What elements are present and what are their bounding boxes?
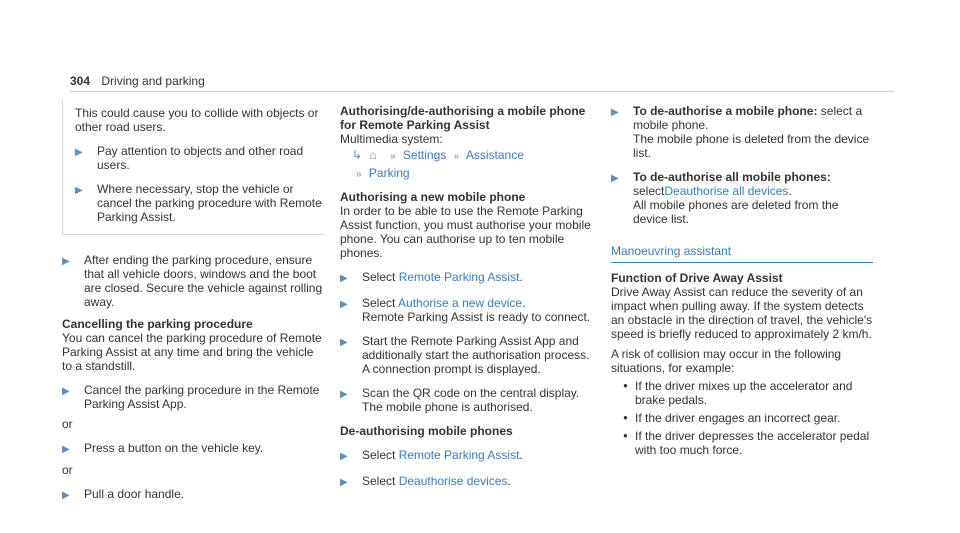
note-step (75, 182, 324, 224)
play-arrow-icon: ▶ (611, 173, 619, 184)
return-arrow-icon: ↳ (352, 148, 363, 162)
note-step-text: Where necessary, stop the vehicle or cancel the parking procedure with Remote Parking Assist. (97, 182, 322, 224)
double-chevron-icon: » (390, 151, 396, 162)
menu-link: Deauthorise devices (398, 474, 508, 488)
list-item: ● If the driver engages an incorrect gear. (625, 411, 873, 425)
play-arrow-icon: ▶ (75, 147, 83, 158)
function-heading: Function of Drive Away Assist (611, 271, 783, 285)
step-select-authorise: ▶ Select Authorise a new device. Remote Parking Assist is ready to connect. (340, 296, 591, 324)
risk-text: A risk of collision may occur in the following situations, for example: (611, 347, 842, 375)
cancel-text: You can cancel the parking procedure of Remote Parking Assist at any time and bring the vehicle to a standstill. (62, 331, 322, 373)
note-intro: This could cause you to collide with objects or other road users. (75, 106, 319, 134)
column-left (62, 100, 324, 503)
step-deauth-one: ▶ To de-authorise a mobile phone: select a mobile phone. The mobile phone is deleted from the device list. (611, 104, 870, 160)
system-label: Multimedia system: (340, 132, 443, 146)
play-arrow-icon: ▶ (340, 299, 348, 310)
menu-path (340, 148, 602, 164)
play-arrow-icon: ▶ (340, 389, 348, 400)
step-select-rpa: ▶ Select Remote Parking Assist. (340, 270, 523, 284)
path-parking: Parking (368, 166, 410, 180)
or-label: or (62, 463, 73, 477)
warning-note (62, 100, 324, 235)
list-item: ● If the driver mixes up the accelerator and brake pedals. (625, 379, 873, 407)
column-middle (340, 100, 602, 490)
section-name: Driving and parking (101, 74, 205, 88)
menu-path-cont (340, 166, 602, 182)
step-scan-qr: ▶ Scan the QR code on the central display. The mobile phone is authorised. (340, 386, 580, 414)
menu-link: Authorise a new device (398, 296, 523, 310)
path-assistance: Assistance (465, 148, 524, 162)
deauth-heading: De-authorising mobile phones (340, 424, 513, 438)
play-arrow-icon: ▶ (611, 107, 619, 118)
step-start-app: ▶ Start the Remote Parking Assist App and additionally start the authorisation process. A connection prompt is displayed. (340, 334, 590, 376)
play-arrow-icon: ▶ (62, 386, 70, 397)
section-heading: Authorising/de-authorising a mobile phone for Remote Parking Assist (340, 104, 586, 132)
play-arrow-icon: ▶ (340, 273, 348, 284)
step-cancel-app: ▶ Cancel the parking procedure in the Remote Parking Assist App. (62, 383, 320, 411)
note-step-text: Pay attention to objects and other road users. (97, 144, 304, 172)
or-label: or (62, 417, 73, 431)
risk-list (611, 379, 873, 457)
play-arrow-icon: ▶ (340, 477, 348, 488)
step-pull-handle: ▶ Pull a door handle. (62, 487, 185, 501)
path-settings: Settings (402, 148, 447, 162)
play-arrow-icon: ▶ (62, 256, 70, 267)
page-header (70, 74, 205, 88)
header-divider (70, 91, 894, 92)
play-arrow-icon: ▶ (62, 490, 70, 501)
step-deauth-all: ▶ To de-authorise all mobile phones: selectDeauthorise all devices. All mobile phones are deleted from the device list. (611, 170, 839, 226)
column-right (611, 100, 873, 457)
play-arrow-icon: ▶ (340, 451, 348, 462)
menu-link: Remote Parking Assist (398, 270, 520, 284)
step-select-rpa-2: ▶ Select Remote Parking Assist. (340, 448, 523, 462)
menu-link: Remote Parking Assist (398, 448, 520, 462)
section-title: Manoeuvring assistant (611, 244, 873, 263)
double-chevron-icon: » (356, 169, 362, 180)
function-text: Drive Away Assist can reduce the severity of an impact when pulling away. If the system detects an obstacle in the direction of travel, the vehicle's speed is briefly reduced to approximately 2 km/h. (611, 285, 873, 341)
play-arrow-icon: ▶ (75, 185, 83, 196)
home-icon: ⌂ (369, 148, 377, 162)
play-arrow-icon: ▶ (340, 337, 348, 348)
step-after-ending: ▶ After ending the parking procedure, ensure that all vehicle doors, windows and the boot are closed. Secure the vehicle against rolling away. (62, 253, 323, 309)
list-item: ● If the driver depresses the accelerator pedal with too much force. (625, 429, 873, 457)
double-chevron-icon: » (453, 151, 460, 162)
menu-link: Deauthorise all devices (664, 184, 789, 198)
play-arrow-icon: ▶ (62, 444, 70, 455)
note-step (75, 144, 324, 172)
step-select-deauthorise: ▶ Select Deauthorise devices. (340, 474, 511, 488)
page-number: 304 (70, 74, 91, 88)
cancel-heading: Cancelling the parking procedure (62, 317, 253, 331)
auth-text: In order to be able to use the Remote Parking Assist function, you must authorise your mobile phone. You can authorise up to ten mobile phones. (340, 204, 591, 260)
auth-heading: Authorising a new mobile phone (340, 190, 526, 204)
step-press-key: ▶ Press a button on the vehicle key. (62, 441, 264, 455)
